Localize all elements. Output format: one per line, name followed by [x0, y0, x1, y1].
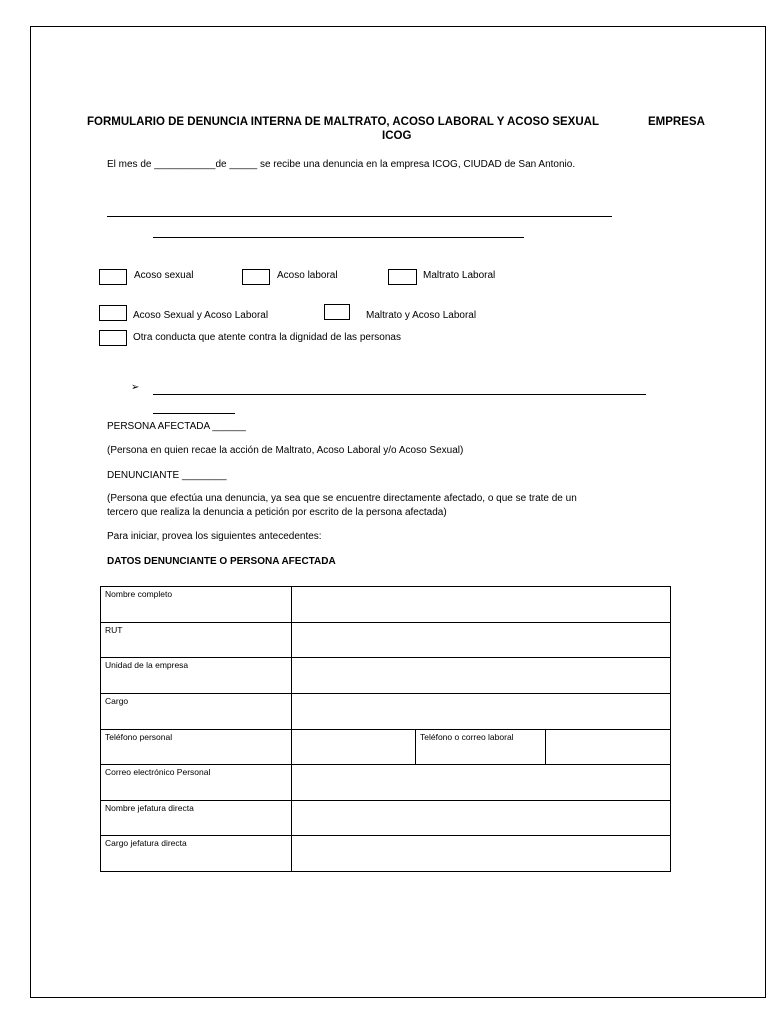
sexual-y-laboral-label: Acoso Sexual y Acoso Laboral — [133, 310, 269, 321]
denunciante-blank[interactable]: ________ — [182, 470, 227, 481]
para-iniciar-text: Para iniciar, provea los siguientes antecedentes: — [107, 531, 322, 542]
cargo-jefatura-label: Cargo jefatura directa — [101, 836, 292, 872]
denunciante-label: DENUNCIANTE — [107, 470, 180, 481]
cargo-label: Cargo — [101, 693, 292, 729]
form-title: FORMULARIO DE DENUNCIA INTERNA DE MALTRATO, ACOSO LABORAL Y ACOSO SEXUAL — [87, 116, 599, 128]
year-blank[interactable]: _____ — [229, 159, 258, 170]
unidad-field[interactable] — [292, 658, 671, 694]
intro-text-2: de — [215, 159, 227, 170]
blank-line-1[interactable] — [107, 216, 612, 217]
correo-personal-field[interactable] — [292, 765, 671, 801]
maltrato-y-laboral-checkbox[interactable] — [324, 304, 350, 320]
correo-personal-label: Correo electrónico Personal — [101, 765, 292, 801]
blank-line-3[interactable] — [153, 394, 646, 395]
intro-sentence — [107, 159, 575, 170]
blank-line-4[interactable] — [153, 413, 235, 414]
month-blank[interactable]: ___________ — [154, 159, 216, 170]
datos-table — [100, 586, 671, 872]
telefono-personal-label: Teléfono personal — [101, 729, 292, 765]
otra-conducta-label: Otra conducta que atente contra la dignidad de las personas — [133, 332, 401, 343]
table-row — [101, 836, 671, 872]
intro-text-1: El mes de — [107, 159, 152, 170]
acoso-laboral-checkbox[interactable] — [242, 269, 270, 285]
nombre-completo-field[interactable] — [292, 587, 671, 623]
table-row — [101, 587, 671, 623]
section-heading: DATOS DENUNCIANTE O PERSONA AFECTADA — [107, 556, 336, 567]
table-row — [101, 658, 671, 694]
persona-afectada-blank[interactable]: ______ — [212, 421, 246, 432]
otra-conducta-checkbox[interactable] — [99, 330, 127, 346]
telefono-personal-field[interactable] — [292, 729, 416, 765]
maltrato-laboral-checkbox[interactable] — [388, 269, 417, 285]
table-row — [101, 693, 671, 729]
form-title-empresa: EMPRESA — [648, 116, 705, 128]
blank-line-2[interactable] — [153, 237, 524, 238]
acoso-sexual-label: Acoso sexual — [134, 270, 194, 281]
nombre-jefatura-label: Nombre jefatura directa — [101, 800, 292, 836]
arrow-bullet-icon: ➢ — [131, 382, 140, 393]
maltrato-y-laboral-label: Maltrato y Acoso Laboral — [366, 310, 477, 321]
nombre-completo-label: Nombre completo — [101, 587, 292, 623]
sexual-y-laboral-checkbox[interactable] — [99, 305, 127, 321]
cargo-field[interactable] — [292, 693, 671, 729]
table-row — [101, 622, 671, 658]
table-row — [101, 729, 671, 765]
maltrato-laboral-label: Maltrato Laboral — [423, 270, 496, 281]
telefono-laboral-field[interactable] — [546, 729, 671, 765]
telefono-laboral-label: Teléfono o correo laboral — [416, 729, 546, 765]
denunciante-description-1: (Persona que efectúa una denuncia, ya sea que se encuentre directamente afectado, o que se trate de un — [107, 493, 577, 504]
table-row — [101, 800, 671, 836]
unidad-label: Unidad de la empresa — [101, 658, 292, 694]
persona-afectada-line — [107, 421, 246, 432]
intro-text-3: se recibe una denuncia en la empresa ICOG, CIUDAD de San Antonio. — [259, 159, 576, 170]
persona-afectada-label: PERSONA AFECTADA — [107, 421, 210, 432]
table-row — [101, 765, 671, 801]
cargo-jefatura-field[interactable] — [292, 836, 671, 872]
acoso-laboral-label: Acoso laboral — [277, 270, 338, 281]
rut-field[interactable] — [292, 622, 671, 658]
persona-afectada-description: (Persona en quien recae la acción de Maltrato, Acoso Laboral y/o Acoso Sexual) — [107, 445, 464, 456]
rut-label: RUT — [101, 622, 292, 658]
nombre-jefatura-field[interactable] — [292, 800, 671, 836]
acoso-sexual-checkbox[interactable] — [99, 269, 127, 285]
denunciante-line — [107, 470, 227, 481]
denunciante-description-2: tercero que realiza la denuncia a petición por escrito de la persona afectada) — [107, 507, 447, 518]
form-title-company: ICOG — [382, 130, 412, 142]
